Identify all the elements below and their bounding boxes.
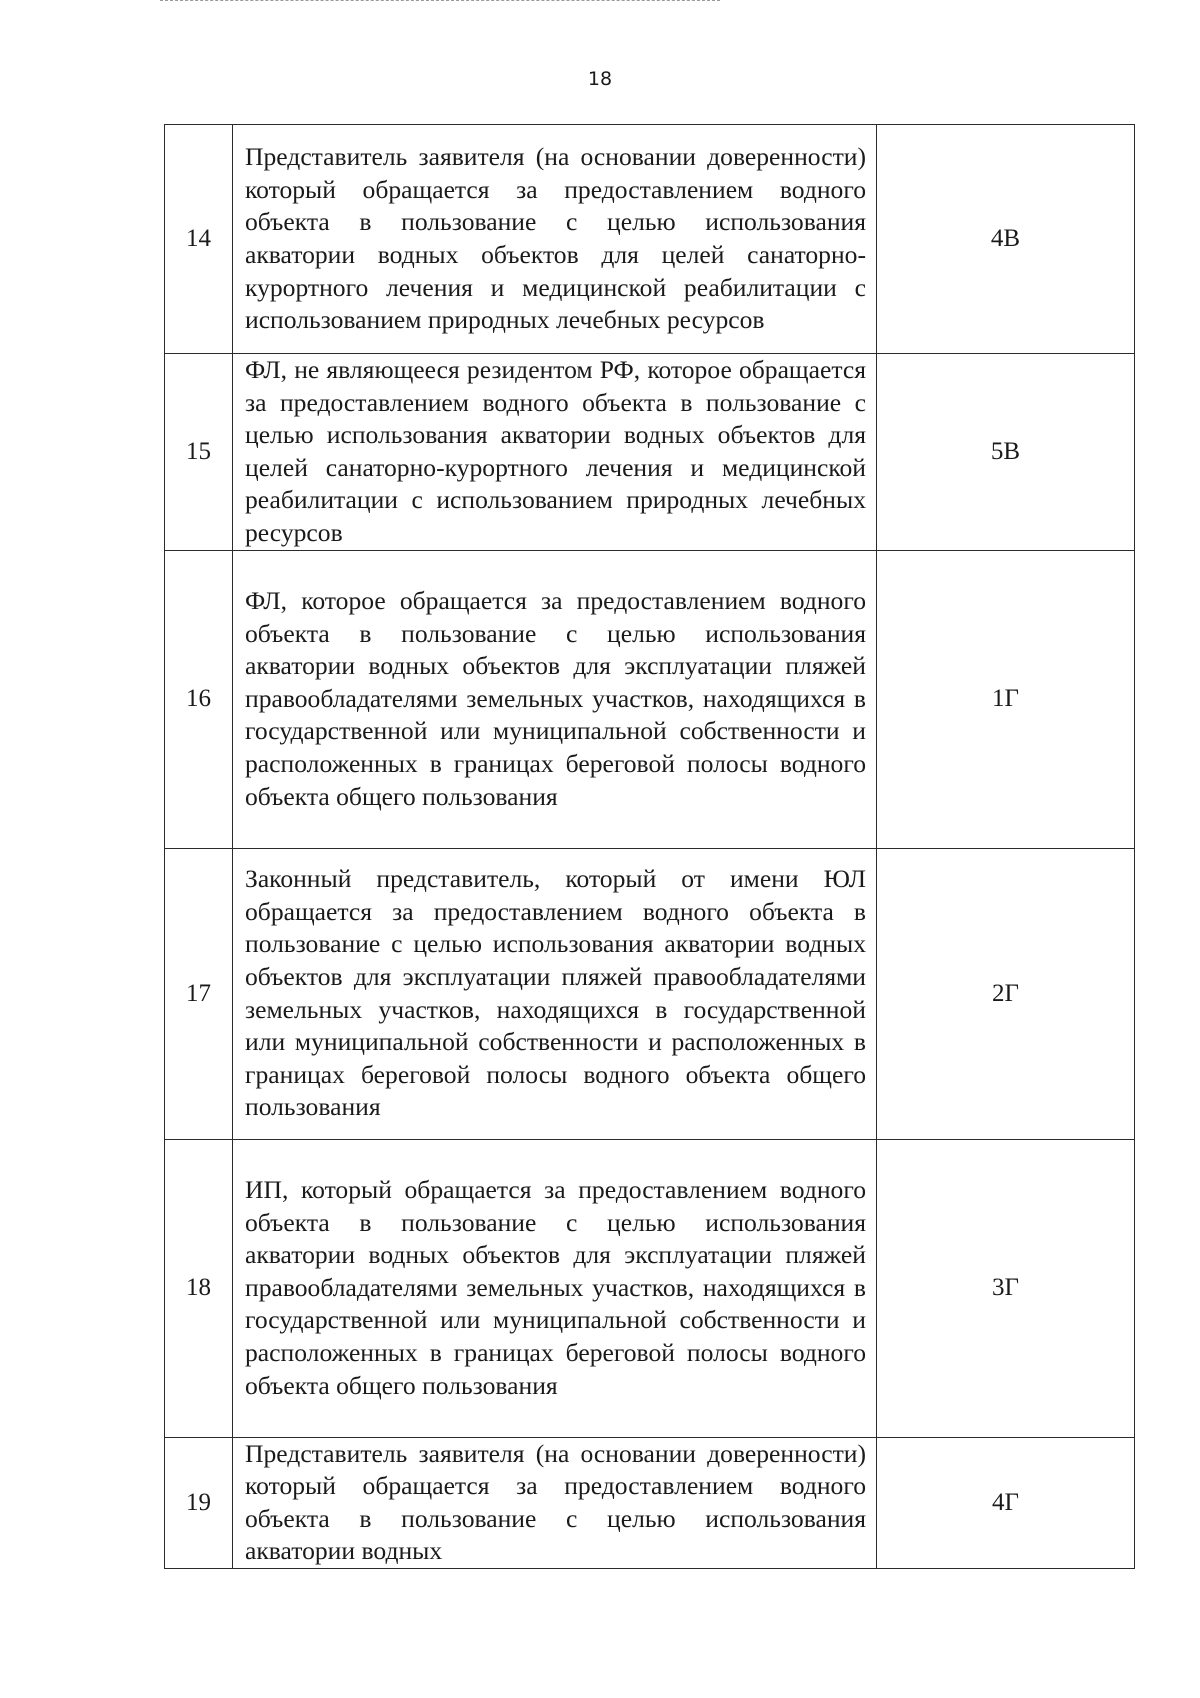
variant-code: 4В (877, 125, 1135, 354)
row-number: 18 (165, 1139, 233, 1437)
page-number: 18 (587, 68, 613, 90)
row-number: 17 (165, 848, 233, 1139)
row-description: ИП, который обращается за предоставлением водного объекта в пользование с целью использования акватории водных объектов для эксплуатации пляжей правообладателями земельных участков, находящихся в государственной или муниципальной собственности и расположенных в границах береговой полосы водного объекта общего пользования (233, 1139, 877, 1437)
row-description: Представитель заявителя (на основании доверенности) который обращается за предоставлением водного объекта в пользование с целью использования акватории водных (233, 1437, 877, 1568)
row-description: ФЛ, которое обращается за предоставлением водного объекта в пользование с целью использования акватории водных объектов для эксплуатации пляжей правообладателями земельных участков, находящихся в государственной или муниципальной собственности и расположенных в границах береговой полосы водного объекта общего пользования (233, 550, 877, 848)
table-row (165, 1139, 1135, 1437)
variant-code: 4Г (877, 1437, 1135, 1568)
scan-top-rule (160, 0, 720, 2)
variant-code: 5В (877, 354, 1135, 551)
row-description: Законный представитель, который от имени ЮЛ обращается за предоставлением водного объекта в пользование с целью использования акватории водных объектов для эксплуатации пляжей правообладателями земельных участков, находящихся в государственной или муниципальной собственности и расположенных в границах береговой полосы водного объекта общего пользования (233, 848, 877, 1139)
applicant-variants-table (164, 124, 1135, 1569)
variant-code: 2Г (877, 848, 1135, 1139)
table-row (165, 550, 1135, 848)
table-row (165, 1437, 1135, 1568)
variant-code: 3Г (877, 1139, 1135, 1437)
variant-code: 1Г (877, 550, 1135, 848)
table-row (165, 354, 1135, 551)
row-number: 15 (165, 354, 233, 551)
table-row (165, 125, 1135, 354)
row-number: 19 (165, 1437, 233, 1568)
row-description: ФЛ, не являющееся резидентом РФ, которое обращается за предоставлением водного объекта в пользование с целью использования акватории водных объектов для целей санаторно-курортного лечения и медицинской реабилитации с использованием природных лечебных ресурсов (233, 354, 877, 551)
table-row (165, 848, 1135, 1139)
row-description: Представитель заявителя (на основании доверенности) который обращается за предоставлением водного объекта в пользование с целью использования акватории водных объектов для целей санаторно-курортного лечения и медицинской реабилитации с использованием природных лечебных ресурсов (233, 125, 877, 354)
row-number: 14 (165, 125, 233, 354)
row-number: 16 (165, 550, 233, 848)
